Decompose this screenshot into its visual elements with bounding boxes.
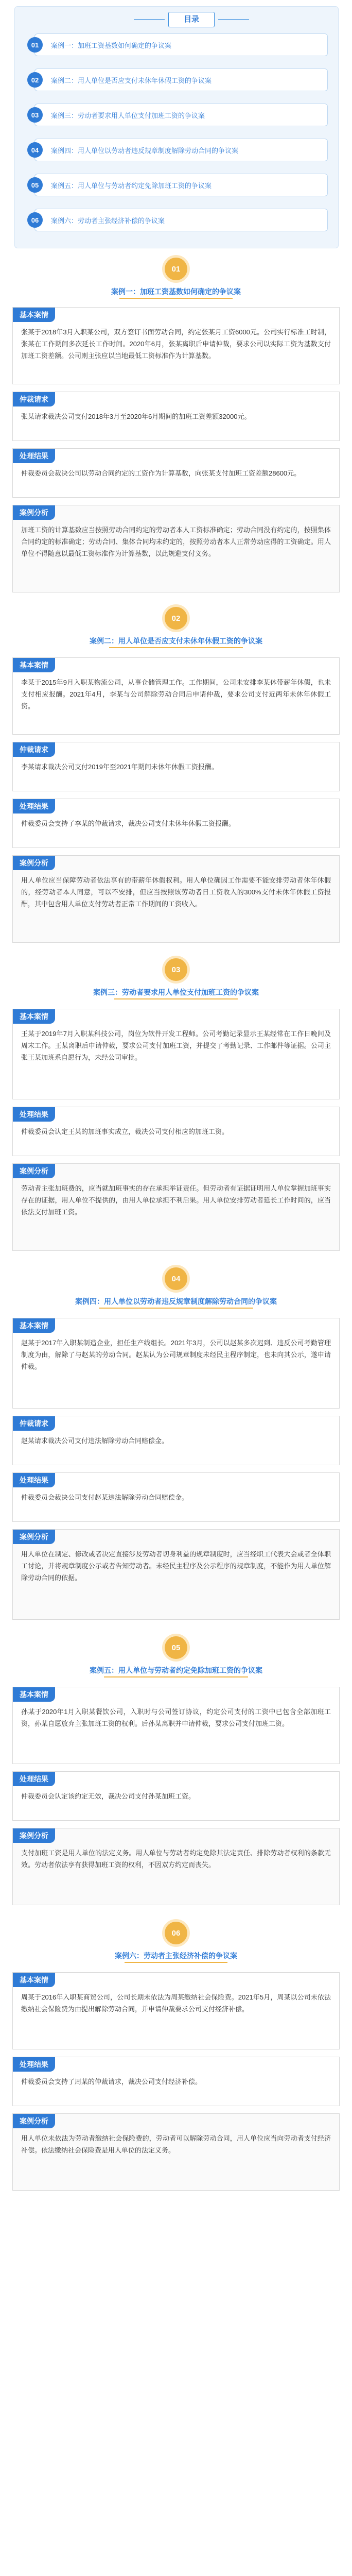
case-label: 处理结果 bbox=[13, 1107, 55, 1122]
case-block bbox=[12, 448, 340, 498]
case-label: 处理结果 bbox=[13, 449, 55, 463]
toc-item-label: 案例五：用人单位与劳动者约定免除加班工资的争议案 bbox=[51, 181, 212, 190]
toc-item-label: 案例四：用人单位以劳动者违反规章制度解除劳动合同的争议案 bbox=[51, 146, 239, 155]
case-text: 王某于2019年7月入职某科技公司，岗位为软件开发工程师。公司考勤记录显示王某经常在工作日晚间及周末工作。王某离职后申请仲裁，要求公司支付加班工资，并提交了考勤记录、工作邮件等证据。公司主张王某加班系自愿行为，未经公司审批。 bbox=[21, 1030, 331, 1061]
section-title: 案例六：劳动者主张经济补偿的争议案 bbox=[115, 1952, 237, 1960]
toc-item-number: 05 bbox=[27, 177, 43, 193]
section-number-badge: 03 bbox=[165, 958, 187, 981]
case-label: 案例分析 bbox=[13, 856, 55, 870]
toc-item[interactable] bbox=[31, 69, 328, 91]
toc-title: 目录 bbox=[168, 12, 215, 27]
case-block bbox=[12, 2113, 340, 2191]
case-label: 处理结果 bbox=[13, 2057, 55, 2072]
section-number-badge: 02 bbox=[165, 607, 187, 630]
case-text: 仲裁委员会裁决公司支付赵某违法解除劳动合同赔偿金。 bbox=[21, 1494, 189, 1501]
section-title: 案例三：劳动者要求用人单位支付加班工资的争议案 bbox=[93, 988, 259, 996]
case-block bbox=[12, 855, 340, 943]
section-title: 案例五：用人单位与劳动者约定免除加班工资的争议案 bbox=[90, 1666, 262, 1674]
section-underline bbox=[114, 998, 238, 999]
case-label: 案例分析 bbox=[13, 2114, 55, 2128]
toc-item-number: 06 bbox=[27, 212, 43, 228]
case-text: 仲裁委员会裁决公司以劳动合同约定的工资作为计算基数，向张某支付加班工资差额28600元。 bbox=[21, 469, 301, 477]
case-text: 孙某于2020年1月入职某餐饮公司，入职时与公司签订协议，约定公司支付的工资中已包含全部加班工资，孙某自愿放弃主张加班工资的权利。后孙某离职并申请仲裁，要求公司支付加班工资。 bbox=[21, 1708, 331, 1727]
section-underline bbox=[104, 1676, 248, 1677]
section-underline bbox=[109, 647, 243, 648]
case-label: 案例分析 bbox=[13, 1828, 55, 1843]
case-block bbox=[12, 799, 340, 848]
case-block bbox=[12, 1107, 340, 1156]
toc-item-number: 03 bbox=[27, 107, 43, 123]
case-label: 基本案情 bbox=[13, 1973, 55, 1987]
case-text: 周某于2016年入职某商贸公司，公司长期未依法为周某缴纳社会保险费。2021年5月，周某以公司未依法缴纳社会保险费为由提出解除劳动合同，并申请仲裁要求公司支付经济补偿。 bbox=[21, 1993, 331, 2013]
toc-item[interactable] bbox=[31, 104, 328, 126]
toc-item[interactable] bbox=[31, 209, 328, 231]
case-label: 基本案情 bbox=[13, 1687, 55, 1702]
case-block bbox=[12, 1972, 340, 2049]
case-label: 基本案情 bbox=[13, 1318, 55, 1333]
case-label: 基本案情 bbox=[13, 1009, 55, 1024]
case-text: 用人单位在制定、修改或者决定直接涉及劳动者切身利益的规章制度时，应当经职工代表大会或者全体职工讨论，并将规章制度公示或者告知劳动者。未经民主程序及公示程序的规章制度，不能作为用人单位解除劳动合同的依据。 bbox=[21, 1550, 331, 1582]
toc-item-label: 案例六：劳动者主张经济补偿的争议案 bbox=[51, 216, 165, 225]
section-underline bbox=[119, 298, 233, 299]
section-underline bbox=[125, 1962, 227, 1963]
toc-item[interactable] bbox=[31, 139, 328, 161]
case-label: 处理结果 bbox=[13, 1473, 55, 1487]
case-text: 张某请求裁决公司支付2018年3月至2020年6月期间的加班工资差额32000元。 bbox=[21, 413, 251, 420]
section-number-badge: 01 bbox=[165, 258, 187, 280]
section-number-badge: 06 bbox=[165, 1922, 187, 1944]
case-block bbox=[12, 657, 340, 735]
case-block bbox=[12, 307, 340, 384]
case-block bbox=[12, 1828, 340, 1905]
table-of-contents bbox=[14, 6, 339, 248]
section-title: 案例四：用人单位以劳动者违反规章制度解除劳动合同的争议案 bbox=[75, 1297, 277, 1306]
case-label: 处理结果 bbox=[13, 799, 55, 814]
case-text: 支付加班工资是用人单位的法定义务。用人单位与劳动者约定免除其法定责任、排除劳动者权利的条款无效。劳动者依法享有获得加班工资的权利，不因双方约定而丧失。 bbox=[21, 1849, 331, 1869]
case-text: 赵某于2017年入职某制造企业，担任生产线组长。2021年3月，公司以赵某多次迟到、违反公司考勤管理制度为由，解除了与赵某的劳动合同。赵某认为公司规章制度未经民主程序制定，也未向其公示，遂申请仲裁。 bbox=[21, 1339, 331, 1370]
toc-item-number: 04 bbox=[27, 142, 43, 158]
section-number-badge: 04 bbox=[165, 1267, 187, 1290]
case-text: 仲裁委员会支持了李某的仲裁请求，裁决公司支付未休年休假工资报酬。 bbox=[21, 820, 236, 827]
case-label: 仲裁请求 bbox=[13, 742, 55, 757]
toc-item-number: 02 bbox=[27, 72, 43, 88]
toc-item[interactable] bbox=[31, 174, 328, 196]
case-block bbox=[12, 2057, 340, 2106]
case-text: 仲裁委员会认定王某的加班事实成立，裁决公司支付相应的加班工资。 bbox=[21, 1128, 229, 1136]
toc-item[interactable] bbox=[31, 33, 328, 56]
case-label: 案例分析 bbox=[13, 505, 55, 520]
case-text: 李某请求裁决公司支付2019年至2021年期间未休年休假工资报酬。 bbox=[21, 763, 218, 771]
case-block bbox=[12, 1318, 340, 1409]
section-title: 案例二：用人单位是否应支付未休年休假工资的争议案 bbox=[90, 637, 262, 645]
case-block bbox=[12, 392, 340, 441]
section-title: 案例一：加班工资基数如何确定的争议案 bbox=[111, 287, 241, 296]
case-block bbox=[12, 1163, 340, 1251]
case-text: 仲裁委员会认定该约定无效，裁决公司支付孙某加班工资。 bbox=[21, 1792, 196, 1800]
case-text: 用人单位未依法为劳动者缴纳社会保险费的，劳动者可以解除劳动合同，用人单位应当向劳动者支付经济补偿。依法缴纳社会保险费是用人单位的法定义务。 bbox=[21, 2134, 331, 2154]
case-text: 加班工资的计算基数应当按照劳动合同约定的劳动者本人工资标准确定；劳动合同没有约定的，按照集体合同约定的标准确定；劳动合同、集体合同均未约定的，按照劳动者本人正常劳动应得的工资确定。用人单位不得随意以最低工资标准作为计算基数，以此规避支付义务。 bbox=[21, 526, 331, 557]
case-block bbox=[12, 1416, 340, 1465]
case-label: 基本案情 bbox=[13, 658, 55, 672]
toc-item-label: 案例三：劳动者要求用人单位支付加班工资的争议案 bbox=[51, 111, 205, 120]
case-text: 李某于2015年9月入职某物流公司，从事仓储管理工作。工作期间，公司未安排李某休带薪年休假，也未支付相应报酬。2021年4月，李某与公司解除劳动合同后申请仲裁，要求公司支付近两年未休年休假工资。 bbox=[21, 679, 331, 710]
case-label: 处理结果 bbox=[13, 1772, 55, 1786]
case-text: 劳动者主张加班费的，应当就加班事实的存在承担举证责任。但劳动者有证据证明用人单位掌握加班事实存在的证据，用人单位不提供的，由用人单位承担不利后果。用人单位安排劳动者延长工作时间的，应当依法支付加班工资。 bbox=[21, 1184, 331, 1216]
section-number-badge: 05 bbox=[165, 1636, 187, 1659]
case-text: 仲裁委员会支持了周某的仲裁请求，裁决公司支付经济补偿。 bbox=[21, 2078, 202, 2086]
case-block bbox=[12, 1771, 340, 1821]
case-text: 赵某请求裁决公司支付违法解除劳动合同赔偿金。 bbox=[21, 1437, 169, 1445]
case-text: 用人单位应当保障劳动者依法享有的带薪年休假权利。用人单位确因工作需要不能安排劳动者休年休假的，经劳动者本人同意，可以不安排，但应当按照该劳动者日工资收入的300%支付未休年休假工资报酬，其中包含用人单位支付劳动者正常工作期间的工资收入。 bbox=[21, 876, 331, 908]
case-label: 案例分析 bbox=[13, 1164, 55, 1178]
section-underline bbox=[99, 1308, 253, 1309]
case-block bbox=[12, 1472, 340, 1522]
case-block bbox=[12, 1529, 340, 1620]
case-block bbox=[12, 742, 340, 791]
case-block bbox=[12, 1009, 340, 1099]
case-block bbox=[12, 1687, 340, 1764]
toc-item-label: 案例二：用人单位是否应支付未休年休假工资的争议案 bbox=[51, 76, 212, 84]
toc-item-number: 01 bbox=[27, 37, 43, 53]
case-text: 张某于2018年3月入职某公司，双方签订书面劳动合同，约定张某月工资6000元。公司实行标准工时制，张某在工作期间多次延长工作时间。2020年6月，张某离职后申请仲裁，要求公司以实际工资为基数支付加班工资差额。公司则主张应以当地最低工资标准作为计算基数。 bbox=[21, 328, 331, 360]
toc-item-label: 案例一：加班工资基数如何确定的争议案 bbox=[51, 41, 172, 49]
case-block bbox=[12, 505, 340, 592]
case-label: 基本案情 bbox=[13, 308, 55, 322]
case-label: 仲裁请求 bbox=[13, 1416, 55, 1431]
case-label: 仲裁请求 bbox=[13, 392, 55, 406]
case-label: 案例分析 bbox=[13, 1530, 55, 1544]
